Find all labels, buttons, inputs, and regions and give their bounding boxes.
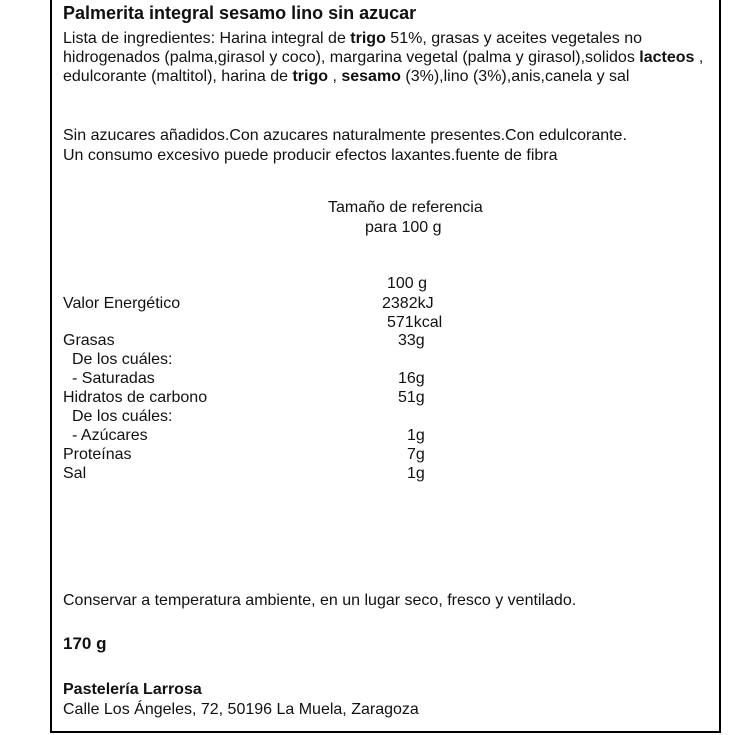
carbs-label: Hidratos de carbono — [63, 389, 208, 406]
energy-kj-value: 2382kJ — [382, 295, 434, 312]
protein-value: 7g — [407, 446, 425, 463]
fat-label: Grasas — [63, 332, 115, 349]
allergen-trigo: trigo — [350, 30, 386, 47]
allergen-sesamo: sesamo — [341, 68, 401, 85]
product-title: Palmerita integral sesamo lino sin azucar — [63, 3, 417, 23]
fat-value: 33g — [398, 332, 425, 349]
product-label — [50, 0, 721, 733]
carbs-of-which: De los cuáles: — [72, 408, 173, 425]
energy-kcal-value: 571kcal — [387, 314, 443, 331]
carbs-value: 51g — [398, 389, 425, 406]
fat-of-which: De los cuáles: — [72, 351, 173, 368]
salt-label: Sal — [63, 465, 87, 482]
warning-line-2: Un consumo excesivo puede producir efectos laxantes.fuente de fibra — [63, 147, 558, 164]
saturated-label: - Saturadas — [72, 370, 155, 387]
sugars-label: - Azúcares — [72, 427, 148, 444]
warning-line-1: Sin azucares añadidos.Con azucares naturalmente presentes.Con edulcorante. — [63, 127, 627, 144]
protein-label: Proteínas — [63, 446, 132, 463]
storage-instructions: Conservar a temperatura ambiente, en un lugar seco, fresco y ventilado. — [63, 592, 577, 609]
per-100g-header: 100 g — [387, 275, 428, 292]
allergen-trigo-2: trigo — [292, 68, 328, 85]
energy-label: Valor Energético — [63, 295, 181, 312]
net-weight: 170 g — [63, 634, 107, 653]
sugars-value: 1g — [407, 427, 425, 444]
reference-size-line-1: Tamaño de referencia — [328, 199, 483, 216]
company-address: Calle Los Ángeles, 72, 50196 La Muela, Zaragoza — [63, 701, 419, 718]
saturated-value: 16g — [398, 370, 425, 387]
allergen-lacteos: lacteos — [639, 49, 695, 66]
salt-value: 1g — [407, 465, 425, 482]
company-name: Pastelería Larrosa — [63, 681, 202, 698]
reference-size-line-2: para 100 g — [365, 219, 442, 236]
ingredients-list: Lista de ingredientes: Harina integral de trigo 51%, grasas y aceites vegetales no hidrogenados (palma,girasol y coco), margarina vegetal (palma y girasol),solidos lacteos , edulcorante (maltitol), harina de trigo , sesamo (3%),lino (3%),anis,canela y sal — [63, 30, 704, 85]
